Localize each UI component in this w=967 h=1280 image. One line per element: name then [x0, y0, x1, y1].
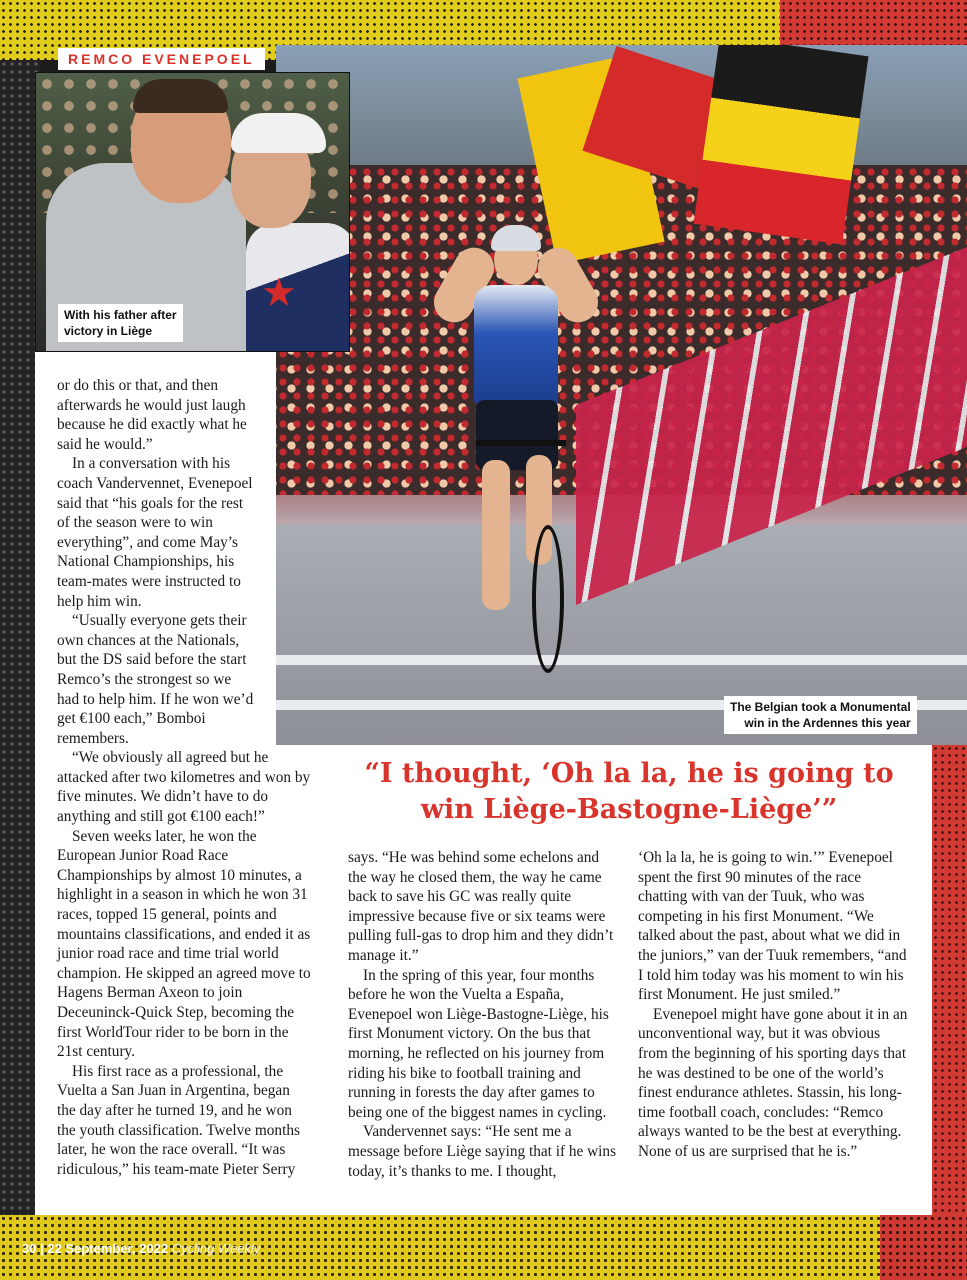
son-helmet [231, 113, 326, 153]
caption-line: victory in Liège [64, 324, 153, 338]
page-folio [22, 1241, 260, 1256]
folio-separator: | [40, 1241, 44, 1256]
caption-line: With his father after [64, 308, 177, 322]
paragraph: “Usually everyone gets their own chances at the Nationals, but the DS said before the start Remco’s the strongest so we had to help him. If he won we’d get €100 each,” Bomboi remembers. [57, 612, 254, 747]
pull-quote-line: “I thought, ‘Oh la la, he is going to [364, 758, 894, 789]
paragraph: In a conversation with his coach Vandervennet, Evenepoel said that “his goals for the rest of the season were to win everything”, and come May’s National Championships, his team-mates were instructed to help him win. [57, 455, 253, 610]
paragraph: His first race as a professional, the Vuelta a San Juan in Argentina, began the day after he turned 19, and he won the youth classification. Twelve months later, he won the race overall. “It was ridiculous,” his team-mate Pieter Serry [57, 1062, 300, 1178]
inset-caption [58, 304, 183, 342]
pull-quote-line: win Liège-Bastogne-Liège’” [420, 794, 838, 825]
star-icon: ★ [261, 270, 297, 316]
paragraph: In the spring of this year, four months before he won the Vuelta a España, Evenepoel won Liège-Bastogne-Liège, his first Monument victory. On the bus that morning, he reflected on his journey from riding his bike to football training and running in forests the day after games to being one of the biggest names in cycling. [348, 966, 609, 1121]
caption-line: The Belgian took a Monumental [730, 700, 911, 714]
rider-figure [436, 195, 596, 665]
bike-wheel [532, 525, 564, 673]
paragraph: Vandervennet says: “He sent me a message before Liège saying that if he wins today, it’s thanks to me. I thought, [348, 1123, 617, 1180]
page-number: 30 [22, 1241, 37, 1256]
paragraph: “We obviously all agreed but he attacked after two kilometres and won by five minutes. We didn’t have to do anything and still got €100 each!” [57, 749, 311, 826]
paragraph: Seven weeks later, he won the European Junior Road Race Championships by almost 10 minutes, a highlight in a season in which he won 31 races, topped 15 general, points and mountains classifications, and ended it as junior road race and time trial world champion. He skipped an agreed move to Hagens Berman Axeon to join Deceuninck-Quick Step, becoming the first WorldTour rider to be born in the 21st century. [57, 827, 311, 1061]
paragraph: ‘Oh la la, he is going to win.’” Evenepoel spent the first 90 minutes of the race chatting with van der Tuuk, who was competing in his first Monument. “We talked about the past, about what we did in the juniors,” van der Tuuk remembers, “and I told him today was his moment to win his first Monument. He just smiled.” [638, 849, 907, 1004]
section-tag: REMCO EVENEPOEL [58, 48, 265, 70]
article-column-1 [57, 376, 312, 1179]
rider-jersey [474, 285, 558, 405]
father-hair [133, 79, 228, 113]
publication-name: Cycling Weekly [171, 1241, 261, 1256]
main-race-photo [276, 45, 967, 745]
bike-handlebars [476, 440, 566, 446]
rider-helmet [491, 225, 541, 251]
issue-date: 22 September, 2022 [47, 1241, 169, 1256]
article-column-2 [348, 848, 620, 1181]
caption-line: win in the Ardennes this year [744, 716, 911, 730]
paragraph: Evenepoel might have gone about it in an unconventional way, but it was obvious from the beginning of his sporting days that he was destined to be one of the world’s finest endurance athletes. Stassin, his long-time football coach, concludes: “Remco always wanted to be the best at everything. None of us are surprised that he is.” [638, 1005, 908, 1160]
rider-leg [482, 460, 510, 610]
flag-belgium [694, 45, 869, 245]
halftone-band-right [932, 745, 967, 1220]
finish-line [276, 655, 967, 665]
main-photo-caption [724, 696, 917, 734]
paragraph: says. “He was behind some echelons and the way he closed them, the way he came back to save his GC was really quite impressive because five or six teams were pulling full-gas to drop him and they didn’t manage it.” [348, 849, 614, 964]
pull-quote [346, 756, 912, 828]
article-column-3 [638, 848, 910, 1162]
halftone-band-bottom-red [880, 1215, 967, 1280]
halftone-band-left [0, 60, 40, 1220]
paragraph: or do this or that, and then afterwards he would just laugh because he did exactly what he said he would.” [57, 377, 247, 453]
